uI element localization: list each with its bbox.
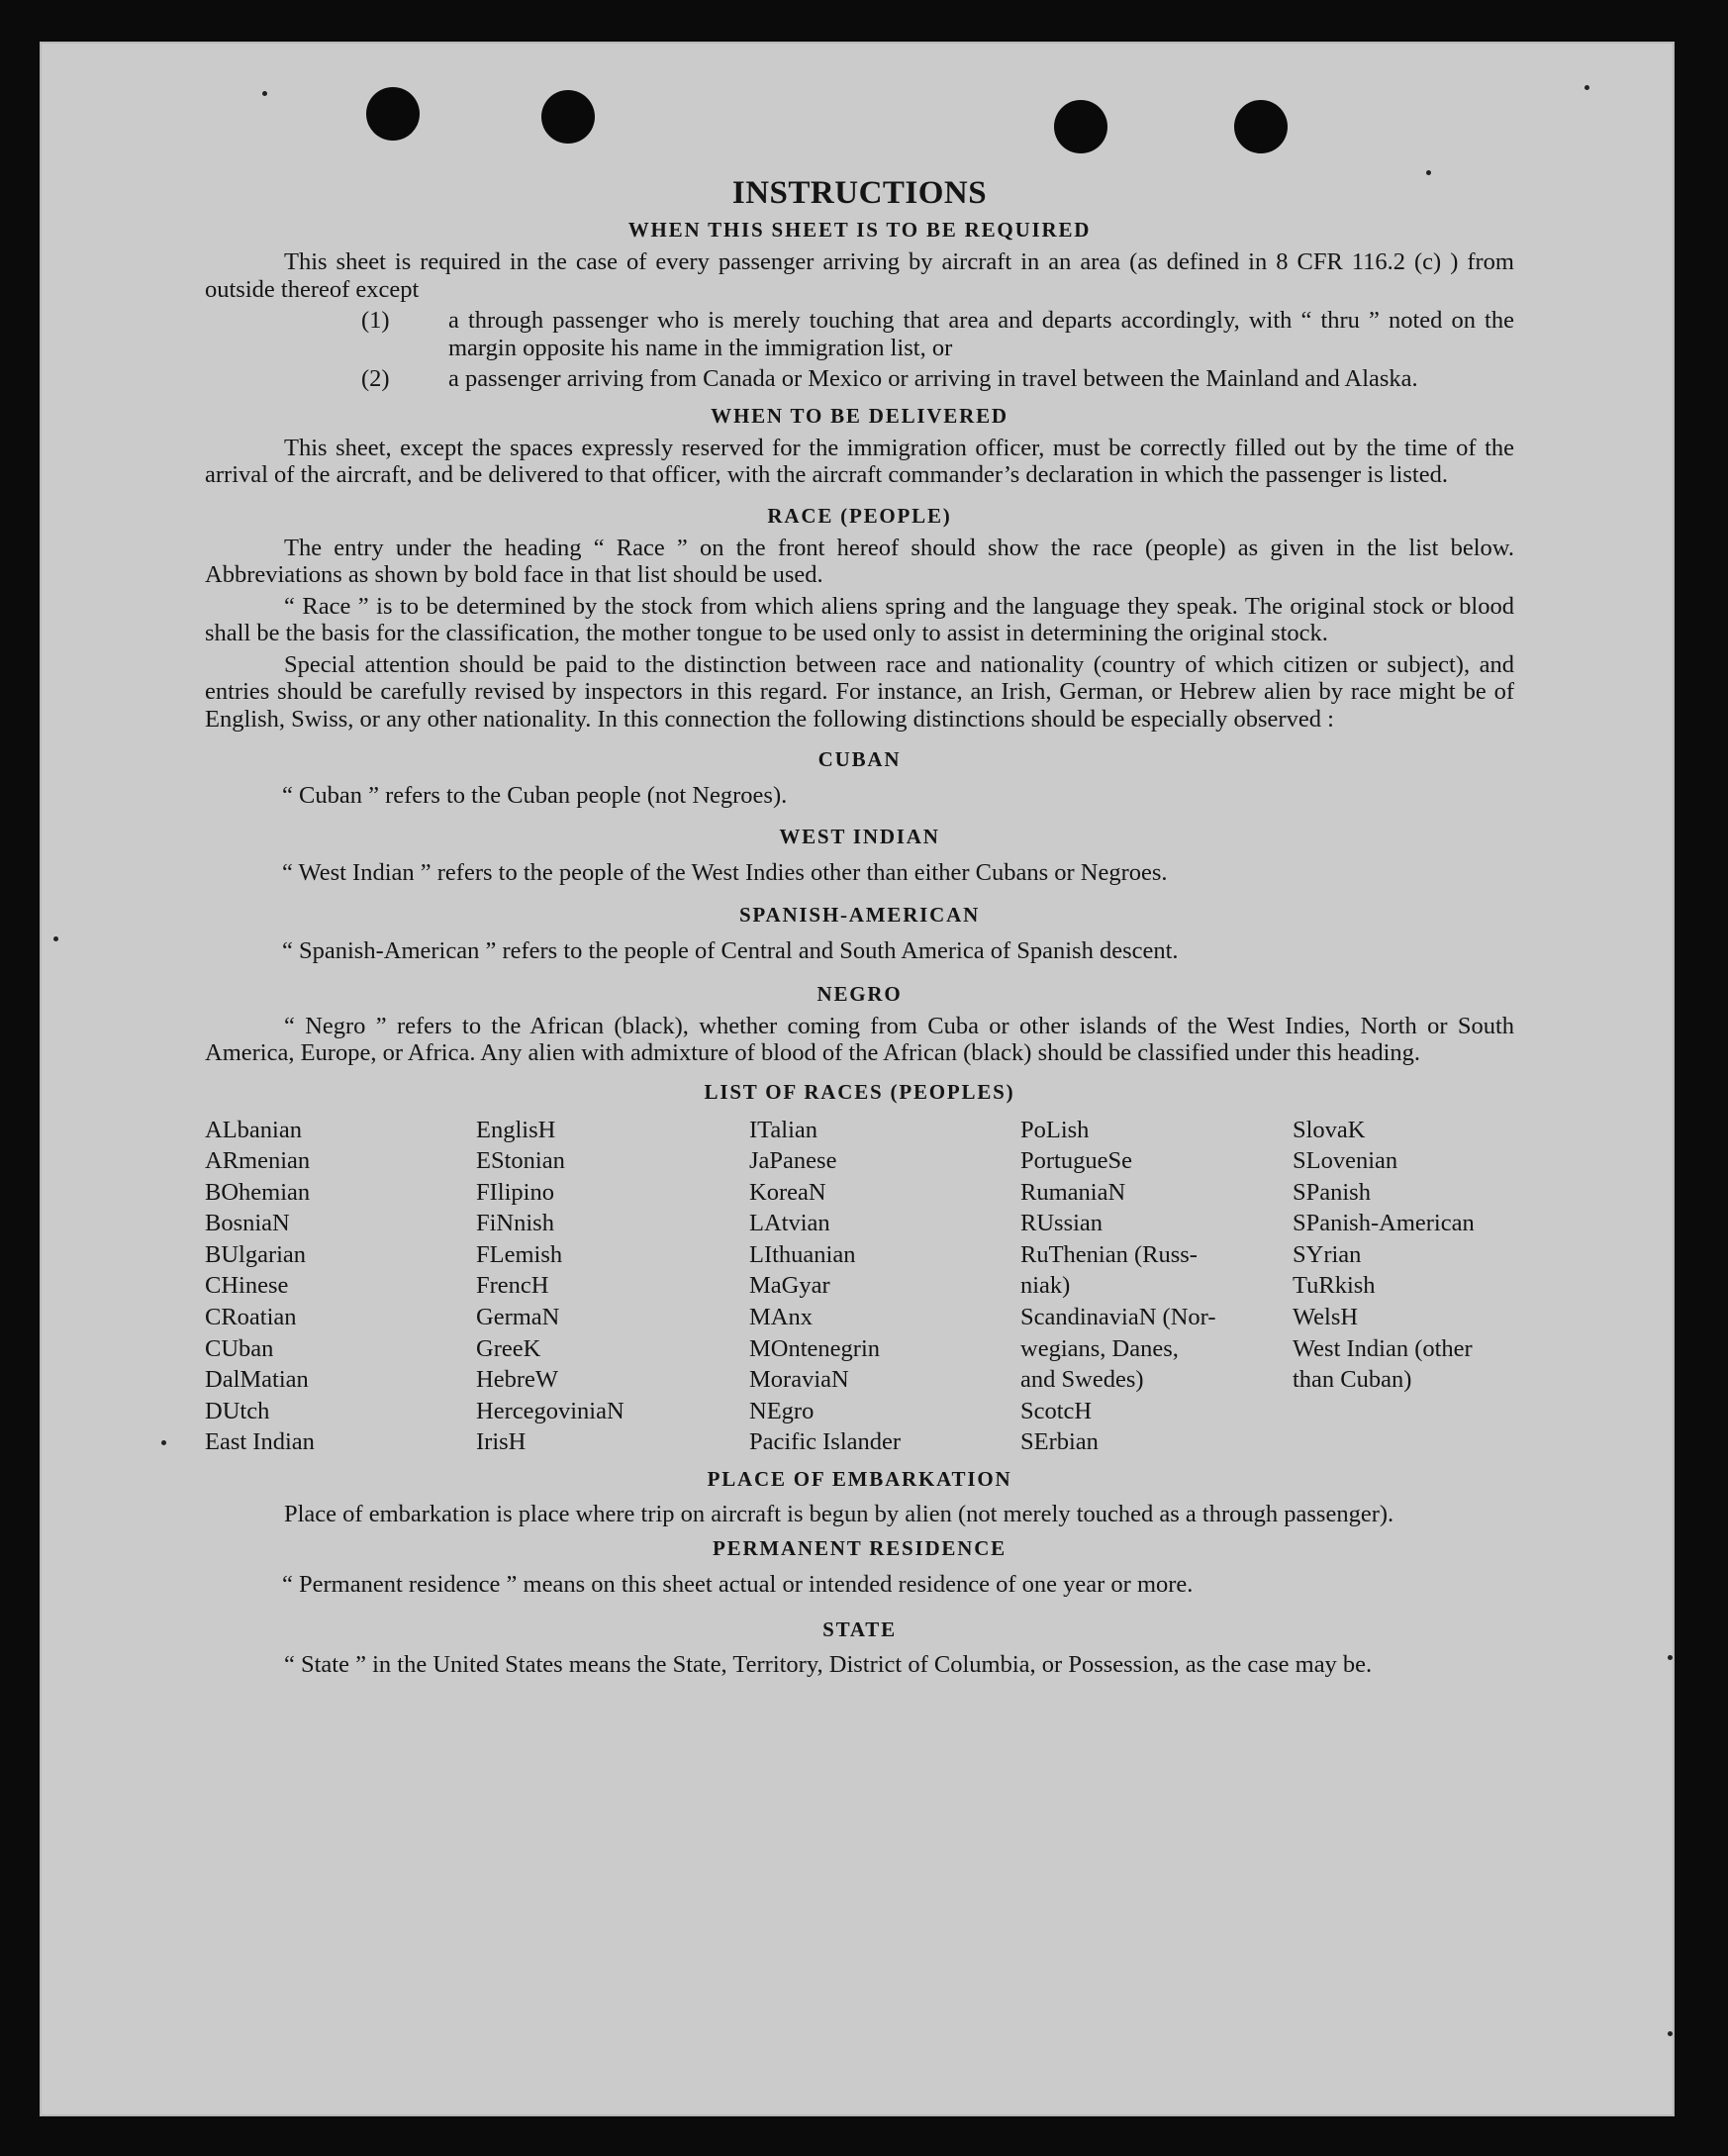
when-delivered-text: This sheet, except the spaces expressly reserved for the immigration officer, must be correctly filled out by the time of the arrival of the aircraft, and be delivered to that officer, with the aircraft commander’s declaration in which the passenger is listed. — [205, 434, 1514, 488]
speck — [53, 936, 58, 941]
punch-hole — [1234, 100, 1288, 153]
race-column — [749, 1115, 1020, 1459]
section-heading-race: RACE (PEOPLE) — [767, 503, 952, 528]
race-entry: CHinese — [205, 1272, 289, 1300]
permanent-residence-text: “ Permanent residence ” means on this sheet actual or intended residence of one year or more. — [282, 1571, 1194, 1599]
race-entry: MaGyar — [749, 1272, 830, 1300]
race-column — [205, 1115, 476, 1459]
exception-text: a passenger arriving from Canada or Mexico or arriving in travel between the Mainland and Alaska. — [448, 365, 1418, 392]
race-entry: East Indian — [205, 1428, 315, 1456]
race-entry: JaPanese — [749, 1147, 837, 1175]
section-heading-embarkation: PLACE OF EMBARKATION — [707, 1467, 1012, 1492]
race-entry: GreeK — [476, 1334, 541, 1362]
exception-number: (1) — [361, 307, 390, 334]
section-heading-negro: NEGRO — [816, 981, 903, 1006]
exception-item — [205, 307, 1514, 361]
speck — [1584, 85, 1589, 90]
race-entry: MoraviaN — [749, 1366, 849, 1394]
race-entry: LIthuanian — [749, 1240, 856, 1268]
race-entry: Pacific Islander — [749, 1428, 902, 1456]
race-entry: TuRkish — [1293, 1272, 1376, 1300]
exception-text: a through passenger who is merely touching that area and departs accordingly, with “ thru ” noted on the margin opposite his name in the immigration list, or — [448, 307, 1514, 361]
section-heading-west-indian: WEST INDIAN — [779, 824, 940, 848]
race-entry: ScandinaviaN (Nor- wegians, Danes, and Swedes) — [1020, 1304, 1216, 1394]
race-entry: HebreW — [476, 1366, 558, 1394]
race-entry: EnglisH — [476, 1116, 556, 1143]
race-entry: IrisH — [476, 1428, 527, 1456]
race-paragraph-1: The entry under the heading “ Race ” on the front hereof should show the race (people) as given in the list below. Abbreviations as shown by bold face in that list should be used. — [205, 534, 1514, 588]
section-heading-when-delivered: WHEN TO BE DELIVERED — [711, 403, 1008, 428]
race-entry: SErbian — [1020, 1428, 1099, 1456]
race-column — [476, 1115, 749, 1459]
race-entry: RumaniaN — [1020, 1178, 1126, 1206]
race-entry: KoreaN — [749, 1178, 826, 1206]
section-heading-list-of-races: LIST OF RACES (PEOPLES) — [704, 1079, 1015, 1104]
embarkation-text: Place of embarkation is place where trip on aircraft is begun by alien (not merely touched as a through passenger). — [284, 1501, 1394, 1528]
section-heading-cuban: CUBAN — [817, 747, 902, 771]
race-entry: MOntenegrin — [749, 1334, 880, 1362]
speck — [161, 1440, 166, 1445]
race-entry: WelsH — [1293, 1304, 1359, 1331]
race-entry: FiNnish — [476, 1210, 554, 1237]
when-required-text: This sheet is required in the case of every passenger arriving by aircraft in an area (as defined in 8 CFR 116.2 (c) ) from outside thereof except — [205, 248, 1514, 303]
speck — [1668, 2031, 1673, 2036]
race-entry: ARmenian — [205, 1147, 311, 1175]
race-entry: BosniaN — [205, 1210, 290, 1237]
race-entry: PoLish — [1020, 1116, 1090, 1143]
race-entry: ITalian — [749, 1116, 818, 1143]
race-entry: EStonian — [476, 1147, 565, 1175]
race-entry: MAnx — [749, 1304, 813, 1331]
race-entry: LAtvian — [749, 1210, 830, 1237]
race-entry: SPanish — [1293, 1178, 1371, 1206]
negro-text: “ Negro ” refers to the African (black), whether coming from Cuba or other islands of the West Indies, North or South America, Europe, or Africa. Any alien with admixture of blood of the African (black) should be classified under this heading. — [205, 1012, 1514, 1066]
race-entry: DUtch — [205, 1397, 270, 1424]
race-entry: BOhemian — [205, 1178, 311, 1206]
race-entry: SLovenian — [1293, 1147, 1398, 1175]
west-indian-text: “ West Indian ” refers to the people of the West Indies other than either Cubans or Negroes. — [282, 858, 1168, 886]
punch-hole — [541, 90, 595, 144]
race-entry: BUlgarian — [205, 1240, 307, 1268]
race-entry: FLemish — [476, 1240, 563, 1268]
race-entry: SYrian — [1293, 1240, 1362, 1268]
list-of-races — [205, 1115, 1514, 1459]
race-paragraph-2: “ Race ” is to be determined by the stock from which aliens spring and the language they speak. The original stock or blood shall be the basis for the classification, the mother tongue to be used only to assist in determining the original stock. — [205, 592, 1514, 646]
race-entry: SPanish-American — [1293, 1210, 1475, 1237]
race-entry: GermaN — [476, 1304, 560, 1331]
race-column — [1020, 1115, 1293, 1459]
punch-hole — [366, 87, 420, 141]
spanish-american-text: “ Spanish-American ” refers to the people of Central and South America of Spanish descent. — [282, 937, 1179, 964]
race-entry: ALbanian — [205, 1116, 302, 1143]
race-entry: CRoatian — [205, 1304, 297, 1331]
instructions-content — [205, 173, 1514, 1682]
cuban-text: “ Cuban ” refers to the Cuban people (not Negroes). — [282, 782, 788, 809]
race-paragraph-3: Special attention should be paid to the distinction between race and nationality (country of which citizen or subject), and entries should be carefully revised by inspectors in this regard. For instance, an Irish, German, or Hebrew alien by race might be of English, Swiss, or any other nationality. In this connection the following distinctions should be especially observed : — [205, 650, 1514, 733]
section-heading-when-required: WHEN THIS SHEET IS TO BE REQUIRED — [627, 218, 1092, 242]
speck — [1668, 1655, 1673, 1660]
exception-number: (2) — [361, 365, 390, 392]
race-entry: FIlipino — [476, 1178, 554, 1206]
race-column — [1293, 1115, 1514, 1459]
race-entry: CUban — [205, 1334, 274, 1362]
page-title: INSTRUCTIONS — [731, 175, 988, 211]
state-text: “ State ” in the United States means the State, Territory, District of Columbia, or Possession, as the case may be. — [284, 1650, 1373, 1678]
race-entry: West Indian (other than Cuban) — [1293, 1334, 1473, 1394]
race-entry: ScotcH — [1020, 1397, 1093, 1424]
speck — [262, 91, 267, 96]
race-entry: NEgro — [749, 1397, 815, 1424]
punch-hole — [1054, 100, 1107, 153]
race-entry: DalMatian — [205, 1366, 309, 1394]
race-entry: SlovaK — [1293, 1116, 1366, 1143]
exception-list — [205, 307, 1514, 393]
section-heading-spanish-american: SPANISH-AMERICAN — [738, 903, 981, 927]
race-entry: RUssian — [1020, 1210, 1104, 1237]
race-entry: PortugueSe — [1020, 1147, 1132, 1175]
exception-item — [205, 365, 1514, 393]
race-entry: FrencH — [476, 1272, 549, 1300]
race-entry: RuThenian (Russ- niak) — [1020, 1240, 1198, 1300]
section-heading-permanent-residence: PERMANENT RESIDENCE — [713, 1536, 1007, 1561]
race-entry: HercegoviniaN — [476, 1397, 624, 1424]
section-heading-state: STATE — [822, 1617, 897, 1641]
